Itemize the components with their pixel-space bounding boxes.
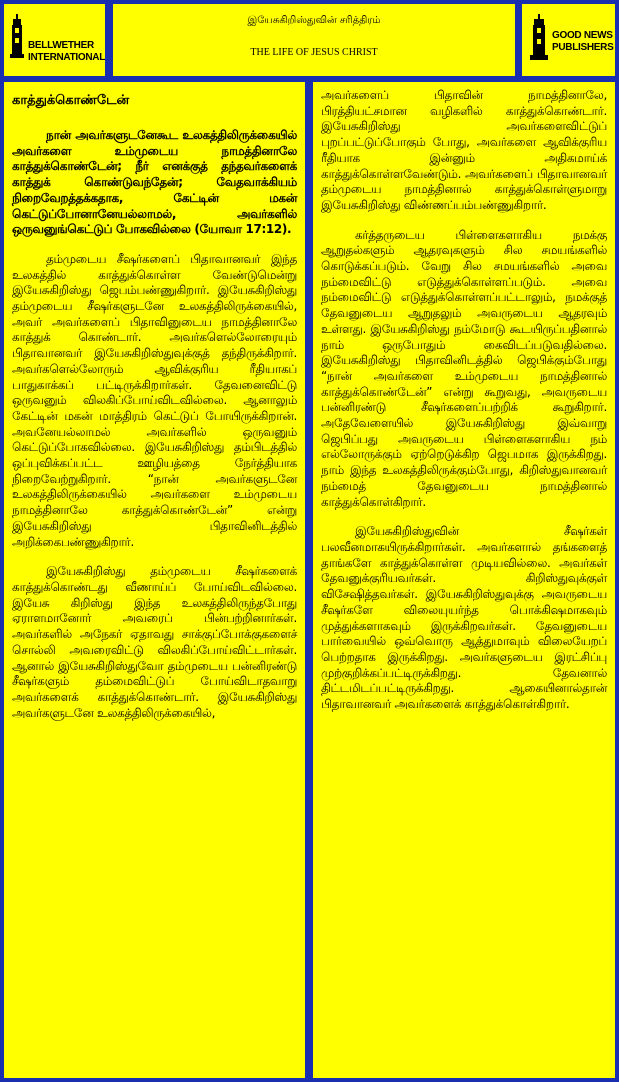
publisher-name-line1: BELLWETHER: [28, 40, 94, 51]
paragraph-text: கர்த்தருடைய பிள்ளைகளாகிய நமக்கு ஆறுதல்களும் ஆதரவுகளும் சில சமயங்களில் கொடுக்கப்படும். வேறு சில சமயங்களில் அவை நம்மைவிட்டு எடுத்துக்கொள்ளப்படும். அவை நம்மைவிட்டு எடுத்துக்கொள்ளப்பட்டாலும், நமக்குத் தேவனுடைய ஆறுதலும் அவருடைய ஆதரவும் உள்ளது. இயேசுகிறிஸ்து நம்மோடு கூடயிருப்பதினால் நாம் ஒருபோதும் கைவிடப்படுவதில்லை. இயேசுகிறிஸ்து பிதாவினிடத்தில் ஜெபிக்கும்போது “நான் அவர்களை உம்முடைய நாமத்தினால் காத்துக்கொண்டேன்” என்று கூறுவது, அவருடைய பன்னிரண்டு சீஷர்களைப்பற்றிக் கூறுகிறார். அதேவேளையில் இயேசுகிறிஸ்து இவ்வாறு ஜெபிப்பது அவருடைய பிள்ளைகளாகிய நம் எல்லோருக்கும் ஏற்றெடுக்கிற ஜெபமாக இருக்கிறது. நாம் இந்த உலகத்திலிருக்கும்போது, கிறிஸ்துவானவர் நம்மைத் தேவனுடைய நாமத்தினால் காத்துக்கொள்கிறார்.: [321, 227, 607, 509]
paragraph: [321, 228, 607, 511]
publisher-name-line1: GOOD NEWS: [552, 30, 613, 41]
paragraph-text: தம்முடைய சீஷர்களைப் பிதாவானவர் இந்த உலகத்தில் காத்துக்கொள்ள வேண்டுமென்று இயேசுகிறிஸ்து ஜெபம்பண்ணுகிறார். இயேசுகிறிஸ்து தம்முடைய சீஷர்களுடனே உலகத்திலிருக்கையில், அவர் அவர்களைப் பிதாவினுடைய நாமத்தினாலே காத்துக் கொண்டார். அவர்களெல்லோரையும் பிதாவானவர் இயேசுகிறிஸ்துவுக்குத் தந்திருக்கிறார். அவர்களெல்லோரும் ஆவிக்குரிய ரீதியாகப் பாதுகாக்கப் பட்டிருக்கிறார்கள். தேவனைவிட்டு ஒருவனும் விலகிப்போய்விடவில்லை. ஆனாலும் கேட்டின் மகன் மாத்திரம் கெட்டுப் போயிருக்கிறான். அவனேயல்லாமல் அவர்களில் ஒருவனும் கெட்டுப்போகவில்லை. இயேசுகிறிஸ்து தம்பிடத்தில் ஒப்புவிக்கப்பட்ட ஊழியத்தை நேர்த்தியாக நிறைவேற்றுகிறார். “நான் அவர்களுடனே உலகத்திலிருக்கையில் அவர்களை உம்முடைய நாமத்தினாலே காத்துக்கொண்டேன்” என்று இயேசுகிறிஸ்து பிதாவினிடத்தில் அறிக்கைபண்ணுகிறார்.: [12, 251, 297, 549]
article-column-right: [313, 82, 615, 1078]
paragraph: [12, 252, 297, 550]
page-title-tamil: இயேசுகிறிஸ்துவின் சரித்திரம்: [247, 15, 381, 26]
publisher-name-line2: PUBLISHERS: [552, 42, 614, 53]
paragraph-continued: [321, 88, 607, 214]
page-title-english: THE LIFE OF JESUS CHRIST: [250, 47, 378, 58]
bellwether-logo: [4, 4, 105, 76]
publisher-name-line2: INTERNATIONAL: [28, 52, 105, 63]
paragraph-text: இயேசுகிறிஸ்துவின் சீஷர்கள் பலவீனமாகயிருக்கிறார்கள். அவர்களால் தங்களைத் தாங்களே காத்துக்கொள்ள முடியவில்லை. அவர்கள் தேவனுக்குரியவர்கள். கிறிஸ்துவுக்குள் விசேஷித்தவர்கள். இயேசுகிறிஸ்துவுக்கு அவருடைய சீஷர்களே விலையுயர்ந்த பொக்கிஷமாகவும் முத்துக்களாகவும் இருக்கிறவர்கள். தேவனுடைய பார்வையில் ஒவ்வொரு ஆத்துமாவும் விலையேறப் பெற்றதாக இருக்கிறது. அவர்களுடைய இரட்சிப்பு முற்குறிக்கப்பட்டிருக்கிறது. தேவனால் திட்டமிடப்பட்டிருக்கிறது. ஆகையினால்தான் பிதாவானவர் அவர்களைக் காத்துக்கொள்கிறார்.: [321, 524, 607, 712]
tower-icon: [10, 14, 26, 58]
paragraph: [12, 564, 297, 721]
article-heading: காத்துக்கொண்டேன்: [12, 93, 130, 108]
paragraph: [321, 524, 607, 712]
good-news-logo: [522, 4, 615, 76]
paragraph-text: அவர்களைப் பிதாவின் நாமத்தினாலே, பிரத்தியட்சமான வழிகளில் காத்துக்கொண்டார். இயேசுகிறிஸ்து அவர்களைவிட்டுப் புறப்பட்டுப்போகும் போது, அவர்களை ஆவிக்குரிய ரீதியாக இன்னும் அதிகமாய்க் காத்துக்கொள்ளவேண்டும். அவர்களைப் பிதாவானவர் தம்முடைய நாமத்தினால் காத்துக்கொள்ளுமாறு இயேசுகிறிஸ்து விண்ணப்பம்பண்ணுகிறார்.: [321, 88, 607, 212]
paragraph-text: இயேசுகிறிஸ்து தம்முடைய சீஷர்களைக் காத்துக்கொண்டது வீணாய்ப் போய்விடவில்லை. இயேசு கிறிஸ்து இந்த உலகத்திலிருந்தபோது ஏராளமானோர் அவரைப் பின்பற்றினார்கள். அவர்களில் அநேகர் ஏதாவது சாக்குப்போக்குகளைச் சொல்லி அவரைவிட்டு விலகிப்போய்விட்டார்கள். ஆனால் இயேசுகிறிஸ்துவோ தம்முடைய பன்னிரண்டு சீஷர்களும் தம்மைவிட்டுப் போய்விடாதவாறு அவர்களைக் காத்துக்கொண்டார். இயேசுகிறிஸ்து அவர்களுடனே உலகத்திலிருக்கையில்,: [12, 564, 297, 720]
title-banner: [113, 4, 515, 76]
tower-icon: [530, 14, 548, 60]
scripture-verse-text: நான் அவர்களுடனேகூட உலகத்திலிருக்கையில் அவர்களை உம்முடைய நாமத்தினாலே காத்துக்கொண்டேன்; நீர் எனக்குத் தந்தவர்களைக் காத்துக் கொண்டுவந்தேன்; வேதவாக்கியம் நிறைவேறத்தக்கதாக, கேட்டின் மகன் கெட்டுப்போனானேயல்லாமல், அவர்களில் ஒருவனுங்கெட்டுப் போகவில்லை (யோவா 17:12).: [12, 128, 297, 237]
scripture-verse: [12, 128, 297, 238]
article-column-left: [4, 82, 305, 1078]
